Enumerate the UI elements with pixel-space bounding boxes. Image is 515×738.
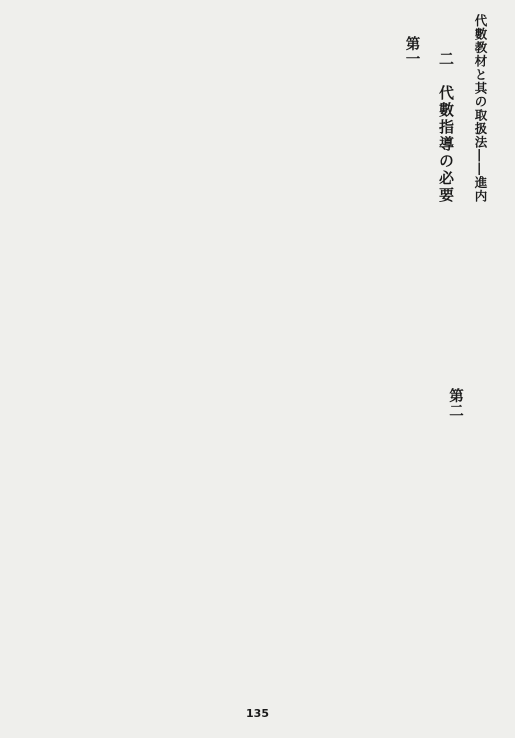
section-heading: 二 代數指導の必要 (437, 51, 455, 204)
upper-text-block (48, 36, 467, 363)
item-tag-first: 第一 (403, 36, 421, 67)
running-head: 代數教材と其の取扱法――進内 (473, 14, 488, 203)
item-tag-second: 第二 (447, 388, 464, 419)
page-number: 135 (246, 707, 269, 720)
lower-text-block (48, 388, 467, 684)
